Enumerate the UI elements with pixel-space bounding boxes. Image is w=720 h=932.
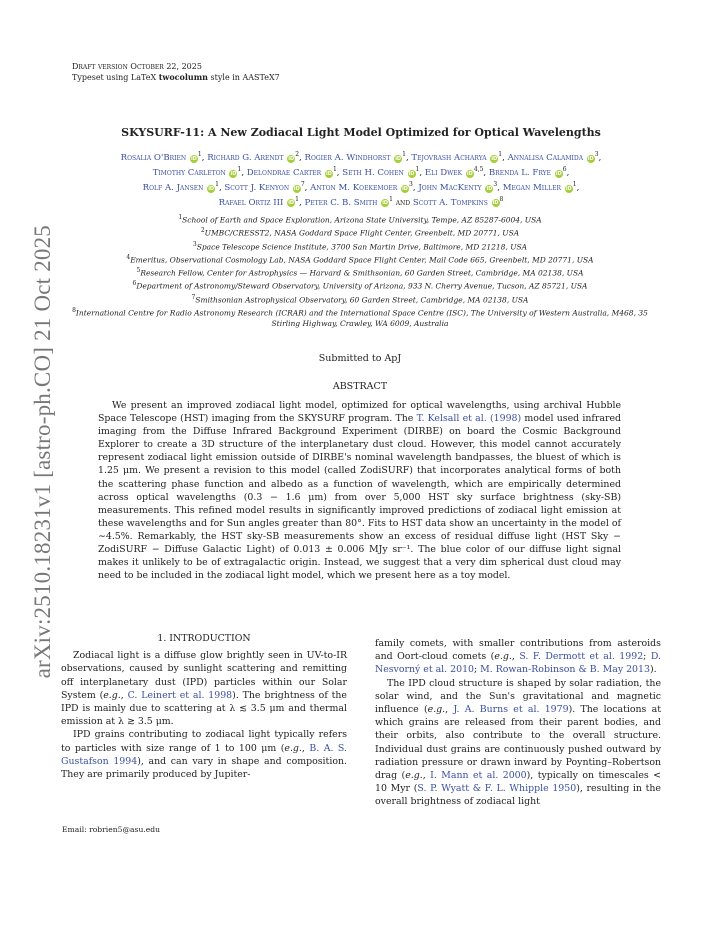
affiliation-number: 7 <box>191 293 196 301</box>
orcid-icon[interactable]: iD <box>230 170 237 177</box>
text-span: ), and can vary in shape and composition. They are primarily produced by Jupiter- <box>61 755 347 781</box>
intro-paragraph-4: The IPD cloud structure is shaped by solar radiation, the solar wind, and the Sun's gravitational and magnetic influence (e.g., J. A. Burns et al. 1979). The locations at which grains are released from their parent bodies, and their orbits, also contribute to the overall structure. Individual dust grains are continuously pushed outward by radiation pressure or drawn inward by Poynting–Robertson drag (e.g., I. Mann et al. 2000), typically on timescales < 10 Myr (S. P. Wyatt & F. L. Whipple 1950), resulting in the overall brightness of zodiacal light <box>375 677 661 808</box>
author-name[interactable]: Timothy Carleton <box>152 167 226 178</box>
text-span: IPD grains contributing to zodiacal light typically refers to particles with size range of 1 to 100 μm ( <box>61 729 347 754</box>
orcid-icon[interactable]: iD <box>208 185 215 192</box>
affiliation-text: Research Fellow, Center for Astrophysics — Harvard & Smithsonian, 60 Garden Street, Cambridge, MA 02138, USA <box>140 268 584 278</box>
affiliation-marker: 2 <box>295 151 300 158</box>
orcid-icon[interactable]: iD <box>565 185 572 192</box>
affiliation-number: 6 <box>132 280 137 288</box>
typeset-line <box>72 72 280 83</box>
affiliation-line <box>60 293 660 306</box>
citation-link[interactable]: S. P. Wyatt & F. L. Whipple 1950 <box>417 783 577 795</box>
affiliation-text: Smithsonian Astrophysical Observatory, 60 Garden Street, Cambridge, MA 02138, USA <box>195 295 529 305</box>
abstract-body <box>98 399 621 582</box>
affiliation-marker: 1 <box>295 195 299 203</box>
author-name[interactable]: Scott J. Kenyon <box>224 182 290 193</box>
submitted-note: Submitted to ApJ <box>318 353 402 364</box>
affiliation-marker: 1 <box>572 180 577 188</box>
affiliation-line <box>60 306 660 330</box>
affiliation-line <box>60 279 660 292</box>
eg-text: e.g. <box>494 651 512 663</box>
text-span: ). The locations at which grains are released from their parent bodies, and their orbits, also contribute to the overall structure. Individual dust grains are continuously pushed outward by radiation pressure or drawn inward by Poynting–Robertson drag ( <box>375 704 661 782</box>
orcid-icon[interactable]: iD <box>408 170 415 177</box>
affiliation-marker: 1 <box>389 195 393 203</box>
affiliation-marker: 7 <box>300 180 305 188</box>
author-name[interactable]: Annalisa Calamida <box>507 152 584 163</box>
text-span: The IPD cloud structure is shaped by solar radiation, the solar wind, and the Sun's gravitational and magnetic influence ( <box>375 677 661 716</box>
typeset-style: twocolumn <box>158 72 208 82</box>
citation-link[interactable]: D. Nesvorný et al. 2010 <box>375 651 661 676</box>
latex-logo: LaTeX <box>130 73 157 82</box>
affiliation-marker: 1 <box>415 165 420 173</box>
author-name[interactable]: Rogier A. Windhorst <box>304 152 391 163</box>
affiliation-marker: 1 <box>215 180 219 188</box>
abstract-heading: ABSTRACT <box>332 381 388 392</box>
citation-link[interactable]: S. F. Dermott et al. 1992 <box>519 651 644 663</box>
text-span: ). <box>649 664 657 676</box>
affiliation-marker: 1 <box>498 151 503 158</box>
citation-link[interactable]: T. Kelsall et al. (1998) <box>416 413 522 425</box>
affiliation-text: Emeritus, Observational Cosmology Lab, NASA Goddard Space Flight Center, Mail Code 665, Greenbelt, MD 20771, USA <box>130 255 594 265</box>
orcid-icon[interactable]: iD <box>293 185 300 192</box>
affiliation-list <box>60 213 660 330</box>
author-name[interactable]: Peter C. B. Smith <box>304 197 378 208</box>
text-span: ), resulting in the overall brightness of zodiacal light <box>375 783 661 808</box>
right-column <box>375 637 661 809</box>
orcid-icon[interactable]: iD <box>587 155 594 162</box>
intro-paragraph-2: IPD grains contributing to zodiacal light typically refers to particles with size range of 1 to 100 μm (e.g., B. A. S. Gustafson 1994), and can vary in shape and composition. They are primarily produced by Jupiter- <box>61 729 347 781</box>
orcid-icon[interactable]: iD <box>395 155 402 162</box>
orcid-icon[interactable]: iD <box>466 170 473 177</box>
intro-paragraph-1: Zodiacal light is a diffuse glow brightly seen in UV-to-IR observations, caused by sunlight scattering and remitting off interplanetary dust (IPD) particles within our Solar System (e.g., C. Leinert et al. 1998). The brightness of the IPD is mainly due to scattering at λ ≲ 3.5 μm and thermal emission at λ ≳ 3.5 μm. <box>61 650 347 728</box>
affiliation-line <box>60 213 660 226</box>
affiliation-text: Space Telescope Science Institute, 3700 San Martin Drive, Baltimore, MD 21218, USA <box>196 242 528 252</box>
affiliation-number: 3 <box>192 240 197 248</box>
author-name[interactable]: Scott A. Tompkins <box>412 197 488 208</box>
abstract-text-1: We present an improved zodiacal light model, optimized for optical wavelengths, using archival Hubble Space Telescope (HST) imaging from the SKYSURF program. The <box>98 400 621 425</box>
affiliation-marker: 1 <box>197 151 202 158</box>
citation-link[interactable]: C. Leinert et al. 1998 <box>127 689 233 701</box>
affiliation-marker: 1 <box>402 151 406 158</box>
orcid-icon[interactable]: iD <box>491 155 498 162</box>
eg-text: e.g. <box>405 770 423 782</box>
orcid-icon[interactable]: iD <box>486 185 493 192</box>
citation-link[interactable]: I. Mann et al. 2000 <box>430 770 527 782</box>
orcid-icon[interactable]: iD <box>555 170 562 177</box>
affiliation-number: 8 <box>72 307 76 315</box>
affiliation-number: 2 <box>200 227 205 235</box>
orcid-icon[interactable]: iD <box>288 200 295 207</box>
email-footnote[interactable]: Email: robrien5@asu.edu <box>62 825 161 834</box>
affiliation-text: Department of Astronomy/Steward Observatory, University of Arizona, 933 N. Cherry Avenue, Tucson, AZ 85721, USA <box>136 281 588 291</box>
affiliation-marker: 3 <box>493 180 498 188</box>
orcid-icon[interactable]: iD <box>382 200 389 207</box>
author-name[interactable]: Tejovrash Acharya <box>411 152 487 163</box>
author-name[interactable]: Megan Miller <box>502 182 562 193</box>
typeset-suffix: style in AASTeX7 <box>208 73 280 82</box>
draft-header <box>72 62 280 83</box>
author-name[interactable]: Seth H. Cohen <box>342 167 404 178</box>
text-span: ), typically on timescales < 10 Myr ( <box>375 770 661 795</box>
affiliation-marker: 1 <box>237 165 242 173</box>
citation-link[interactable]: B. A. S. Gustafson 1994 <box>61 742 347 767</box>
affiliation-number: 5 <box>136 267 141 275</box>
affiliation-text: UMBC/CRESST2, NASA Goddard Space Flight Center, Greenbelt, MD 20771, USA <box>204 228 520 238</box>
paper-title: SKYSURF-11: A New Zodiacal Light Model Optimized for Optical Wavelengths <box>121 126 601 139</box>
affiliation-text: School of Earth and Space Exploration, Arizona State University, Tempe, AZ 85287-6004, USA <box>182 215 542 225</box>
author-name[interactable]: Rosalia O'Brien <box>120 152 187 163</box>
orcid-icon[interactable]: iD <box>402 185 408 192</box>
author-name[interactable]: Brenda L. Frye <box>488 167 552 178</box>
left-column <box>61 632 347 781</box>
abstract-text-2: model used infrared imaging from the Diffuse Infrared Background Experiment (DIRBE) on board the Cosmic Background Explorer to create a 3D structure of the interplanetary dust cloud. However, this model cannot accurately represent zodiacal light emission outside of DIRBE's nominal wavelength bandpasses, the bluest of which is 1.25 μm. We present a revision to this model (called ZodiSURF) that incorporates analytical forms of both the scattering phase function and albedo as a function of wavelength, which are empirically determined across optical wavelengths (0.3 − 1.6 μm) from over 5,000 HST sky surface brightness (sky-SB) measurements. This refined model results in significantly improved predictions of zodiacal light emission at these wavelengths and for Sun angles greater than 80°. Fits to HST data show an uncertainty in the model of ∼4.5%. Remarkably, the HST sky-SB measurements show an excess of residual diffuse light (HST Sky − ZodiSURF − Diffuse Galactic Light) of 0.013 ± 0.006 MJy sr⁻¹. The blue color of our diffuse light signal makes it unlikely to be of extragalactic origin. Instead, we suggest that a very dim spherical dust cloud may need to be included in the zodiacal light model, which we present here as a toy model. <box>98 413 621 582</box>
author-name[interactable]: Richard G. Arendt <box>207 152 284 163</box>
author-list: Rosalia O'Brien $iD^1$, Richard G. Arendt $iD^2$, Rogier A. Windhorst $iD^1$, Tejovrash Acharya $iD^1$, Annalisa Calamida $iD^3$, Timothy Carleton $iD^1$, Delondrae Carter $iD^1$, Seth H. Cohen $iD^1$, Eli Dwek iD$^{4,5}$, Brenda L. Frye $iD^6$, Rolf A. Jansen $iD^1$, Scott J. Kenyon $iD^7$, Anton M. Koekemoer $iD^3$, John MacKenty $iD^3$, Megan Miller $iD^1$, Rafael Ortiz III $iD^1$, Peter C. B. Smith $iD^1$ and Scott A. Tompkins $iD^8$ <box>120 151 602 208</box>
author-name[interactable]: Rafael Ortiz III <box>218 197 284 208</box>
eg-text: e.g. <box>103 689 121 701</box>
eg-text: e.g. <box>284 742 302 754</box>
text-span: Zodiacal light is a diffuse glow brightly seen in UV-to-IR observations, caused by sunlight scattering and remitting off interplanetary dust (IPD) particles within our Solar System ( <box>61 650 347 701</box>
text-span: ). The brightness of the IPD is mainly due to scattering at λ ≲ 3.5 μm and thermal emission at λ ≳ 3.5 μm. <box>61 689 347 728</box>
eg-text: e.g. <box>427 704 446 716</box>
affiliation-marker: 3 <box>409 180 413 188</box>
orcid-icon[interactable]: iD <box>190 155 197 162</box>
affiliation-marker: 3 <box>594 151 599 158</box>
arxiv-stamp[interactable]: arXiv:2510.18231v1 [astro-ph.CO] 21 Oct 2025 <box>30 225 55 679</box>
author-name[interactable]: Anton M. Koekemoer <box>310 182 398 193</box>
draft-line: Draft version October 22, 2025 <box>72 62 202 71</box>
orcid-icon[interactable]: iD <box>288 155 295 162</box>
text-span: family comets, with smaller contributions from asteroids and Oort-cloud comets ( <box>375 638 661 663</box>
author-name[interactable]: Eli Dwek <box>424 167 463 178</box>
and-word: and <box>395 197 413 208</box>
intro-paragraph-3: family comets, with smaller contributions from asteroids and Oort-cloud comets (e.g., S. F. Dermott et al. 1992; D. Nesvorný et al. 2010; M. Rowan-Robinson & B. May 2013). <box>375 638 661 676</box>
affiliation-line <box>60 266 660 279</box>
affiliation-line <box>60 240 660 253</box>
typeset-prefix: Typeset using <box>72 73 131 82</box>
citation-link[interactable]: J. A. Burns et al. 1979 <box>453 704 569 716</box>
affiliation-marker: 1 <box>332 165 337 173</box>
affiliation-number: 4 <box>126 253 131 261</box>
orcid-icon[interactable]: iD <box>492 200 499 207</box>
affiliation-number: 1 <box>178 214 183 221</box>
section-heading: 1. INTRODUCTION <box>157 633 251 644</box>
affiliation-text: International Centre for Radio Astronomy Research (ICRAR) and the International Space Centre (ISC), The University of Western Australia, M468, 35 Stirling Highway, Crawley, WA 6009, Australia <box>75 308 648 329</box>
affiliation-marker: 6 <box>562 165 567 173</box>
orcid-icon[interactable]: iD <box>326 170 332 177</box>
citation-link[interactable]: M. Rowan-Robinson & B. May 2013 <box>480 664 650 676</box>
affiliation-line <box>60 226 660 239</box>
author-name[interactable]: John MacKenty <box>418 182 482 193</box>
affiliation-marker: 4,5 <box>473 165 484 173</box>
affiliation-marker: 8 <box>499 195 504 203</box>
affiliation-line <box>60 253 660 266</box>
author-name[interactable]: Rolf A. Jansen <box>142 182 204 193</box>
author-name[interactable]: Delondrae Carter <box>246 167 322 178</box>
